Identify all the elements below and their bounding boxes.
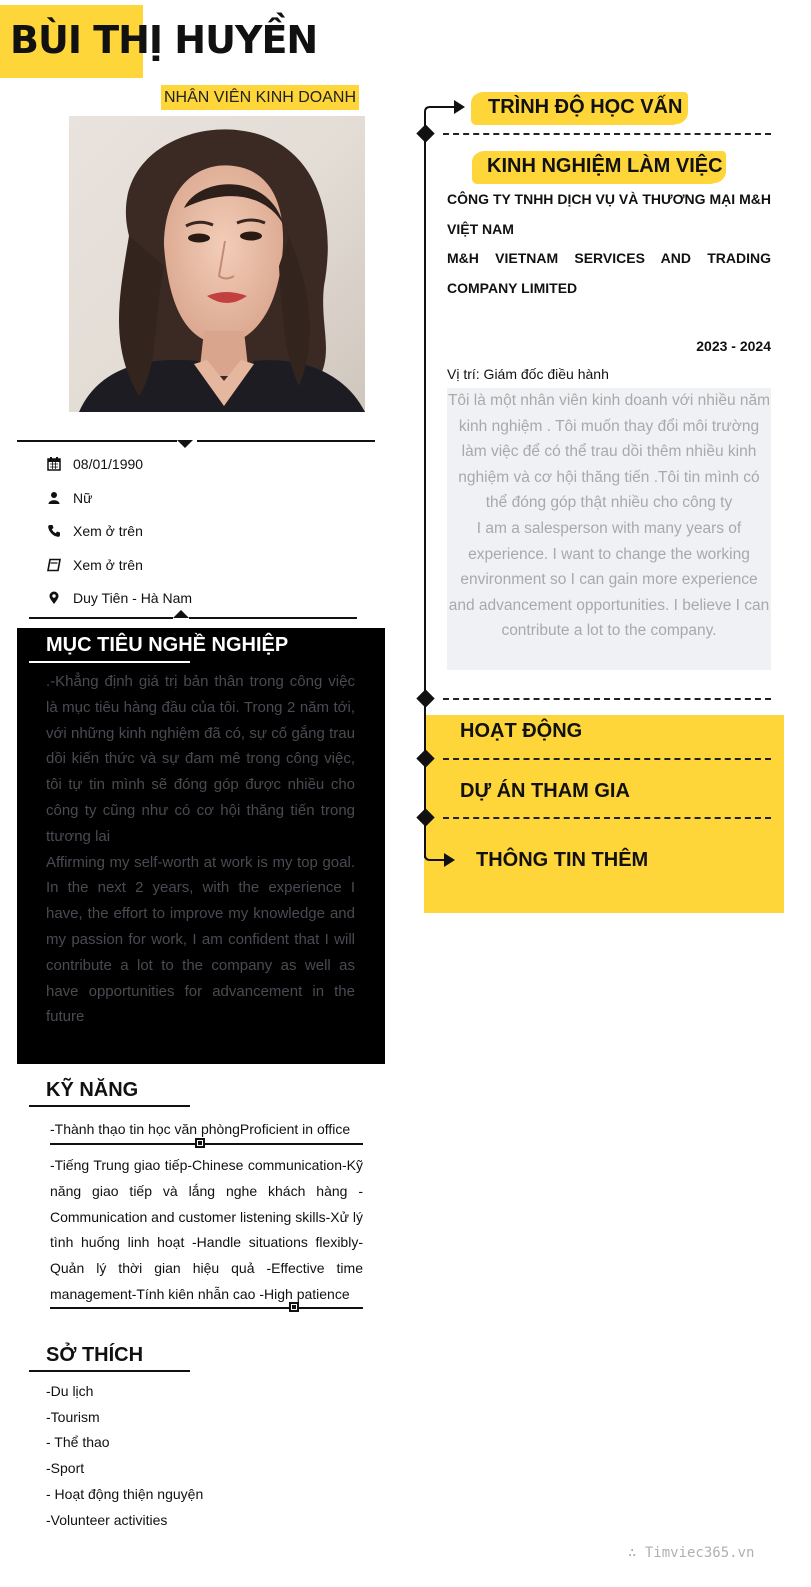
objective-text — [46, 669, 355, 1030]
timeline-node — [416, 124, 434, 142]
hobby-item: -Volunteer activities — [46, 1512, 168, 1528]
experience-description-vi: Tôi là một nhân viên kinh doanh với nhiều năm kinh nghiệm . Tôi muốn thay đổi môi trường làm việc để có thể trau dồi thêm nhiều kinh nghiệm và cơ hội thăng tiến .Tôi tin mình có thể đóng góp thật nhiều cho công ty — [447, 392, 771, 512]
divider-line-right — [197, 440, 375, 442]
watermark-logo: ∴ Timviec365.vn — [628, 1545, 755, 1561]
calendar-icon — [46, 456, 62, 472]
experience-title: KINH NGHIỆM LÀM VIỆC — [487, 155, 723, 177]
info-gender — [46, 487, 92, 509]
divider-arrow-up — [173, 610, 189, 618]
activities-divider — [443, 758, 771, 760]
skill-bar-2 — [50, 1307, 363, 1309]
hobby-item: - Thể thao — [46, 1434, 110, 1450]
candidate-name: BÙI THỊ HUYỀN — [10, 18, 318, 62]
skills-underline — [29, 1105, 190, 1107]
objective-title: MỤC TIÊU NGHỀ NGHIỆP — [46, 634, 289, 656]
experience-position: Vị trí: Giám đốc điều hành — [447, 366, 609, 382]
timeline-node — [416, 689, 434, 707]
info-address — [46, 587, 192, 609]
activities-title: HOẠT ĐỘNG — [460, 720, 583, 742]
location-icon — [46, 590, 62, 606]
extra-sections-background — [424, 715, 784, 913]
phone-value: Xem ở trên — [73, 523, 143, 539]
address-value: Duy Tiên - Hà Nam — [73, 590, 193, 606]
birthday-value: 08/01/1990 — [73, 456, 144, 472]
divider-line-left — [17, 440, 177, 442]
timeline-line — [424, 118, 426, 858]
hobby-item: -Sport — [46, 1460, 85, 1476]
user-icon — [46, 490, 62, 506]
hobby-item: -Du lịch — [46, 1383, 94, 1399]
timeline-start-arrow-icon — [423, 98, 468, 120]
email-icon — [46, 557, 62, 573]
timeline-end-arrow-icon — [423, 846, 459, 874]
divider-line-right-2 — [189, 617, 357, 619]
divider-line-left-2 — [29, 617, 173, 619]
info-email — [46, 554, 143, 576]
skill-level-knob-1 — [195, 1138, 205, 1148]
skills-title: KỸ NĂNG — [46, 1079, 139, 1101]
info-phone — [46, 520, 143, 542]
profile-photo — [69, 116, 365, 412]
phone-icon — [46, 523, 62, 539]
skill-item-1: -Thành thạo tin học văn phòngProficient in office — [50, 1121, 351, 1137]
gender-value: Nữ — [73, 490, 93, 506]
skill-item-2: -Tiếng Trung giao tiếp-Chinese communication-Kỹ năng giao tiếp và lắng nghe khách hàng -Communication and customer listening skills-Xử lý tình huống linh hoạt -Handle situations flexibly-Quản lý thời gian hiệu quả -Effective time management-Tính kiên nhẫn cao -High patience — [50, 1157, 363, 1302]
objective-text-vi: .-Khẳng định giá trị bản thân trong công việc là mục tiêu hàng đầu của tôi. Trong 2 năm tới, với những kinh nghiệm đã có, sự cố gắng trau dồi kiến thức và sự đam mê trong công việc, tôi tự tin mình sẽ đóng góp được nhiều cho công ty cũng như có cơ hội thăng tiến trong ttương lai — [46, 673, 355, 845]
objective-text-en: Affirming my self-worth at work is my top goal. In the next 2 years, with the experience I have, the effort to improve my knowledge and my passion for work, I am confident that I will contribute a lot to the company as well as have opportunities for advancement in the future — [46, 853, 355, 1026]
skill-bar-1 — [50, 1143, 363, 1145]
info-birthday — [46, 453, 143, 475]
experience-company-vi: CÔNG TY TNHH DỊCH VỤ VÀ THƯƠNG MẠI M&H VIỆT NAM — [447, 191, 771, 237]
job-title: NHÂN VIÊN KINH DOANH — [161, 85, 359, 110]
email-value: Xem ở trên — [73, 557, 143, 573]
objective-underline — [29, 661, 190, 663]
hobbies-underline — [29, 1370, 190, 1372]
experience-description — [447, 388, 771, 644]
hobbies-title: SỞ THÍCH — [46, 1344, 144, 1366]
experience-divider — [443, 698, 771, 700]
skill-level-knob-2 — [289, 1302, 299, 1312]
experience-company-en: M&H VIETNAM SERVICES AND TRADING COMPANY LIMITED — [447, 250, 771, 296]
education-title: TRÌNH ĐỘ HỌC VẤN — [488, 96, 683, 118]
hobby-item: - Hoạt động thiện nguyện — [46, 1486, 204, 1502]
projects-divider — [443, 817, 771, 819]
education-divider — [443, 133, 771, 135]
divider-arrow-down — [177, 440, 193, 448]
experience-years: 2023 - 2024 — [696, 338, 771, 354]
additional-info-title: THÔNG TIN THÊM — [476, 849, 649, 871]
experience-description-en: I am a salesperson with many years of experience. I want to change the working environment so I can gain more experience and advancement opportunities. I believe I can contribute a lot to the company. — [448, 519, 770, 640]
hobby-item: -Tourism — [46, 1409, 100, 1425]
projects-title: DỰ ÁN THAM GIA — [460, 780, 630, 802]
